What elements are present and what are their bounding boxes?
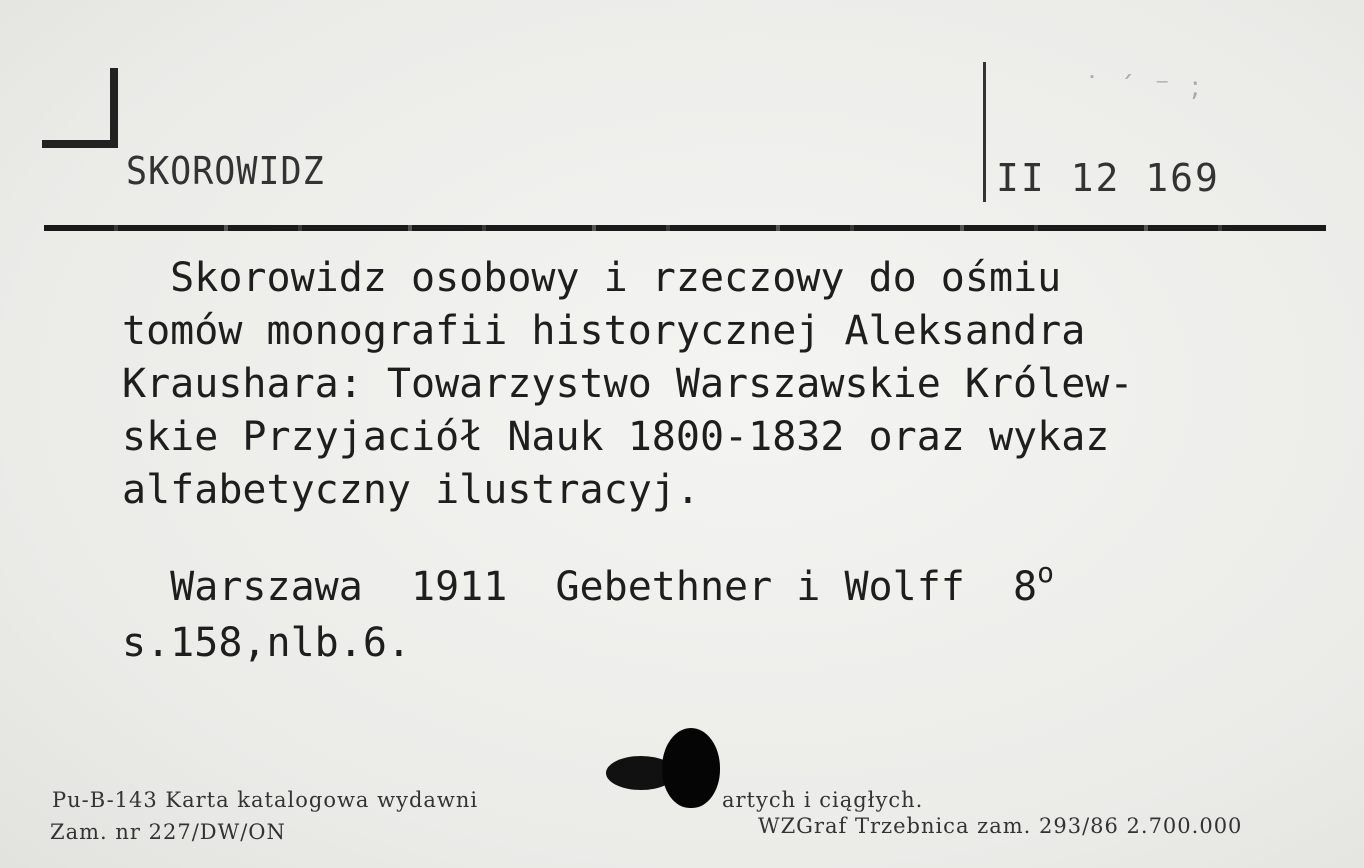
- call-number: II 12 169: [996, 156, 1220, 200]
- imprint: [122, 556, 1054, 670]
- card-heading: SKOROWIDZ: [126, 150, 325, 194]
- footer-printer: WZGraf Trzebnica zam. 293/86 2.700.000: [758, 814, 1243, 838]
- divider-vertical: [983, 62, 986, 202]
- body-line: skie Przyjaciół Nauk 1800-1832 oraz wykaz: [122, 414, 1110, 460]
- corner-mark-vertical: [110, 68, 118, 148]
- punch-hole: [662, 728, 720, 808]
- body-line: alfabetyczny ilustracyj.: [122, 467, 700, 513]
- footer-form-label-end: artych i ciągłych.: [722, 788, 924, 812]
- title-description: [122, 252, 1358, 517]
- footer-form-label: Pu-B-143 Karta katalogowa wydawni: [52, 788, 479, 812]
- format-superscript: o: [1037, 556, 1054, 589]
- corner-mark-horizontal: [42, 140, 118, 148]
- imprint-line: Warszawa 1911 Gebethner i Wolff 8: [122, 564, 1038, 610]
- body-line: Skorowidz osobowy i rzeczowy do ośmiu: [122, 255, 1062, 301]
- body-line: Kraushara: Towarzystwo Warszawskie Królew-: [122, 361, 1134, 407]
- pagination-line: s.158,nlb.6.: [122, 620, 411, 666]
- signature-marks: ˙ ˊ ⁻ ;: [1085, 70, 1206, 103]
- footer-order-number: Zam. nr 227/DW/ON: [50, 820, 286, 844]
- body-line: tomów monografii historycznej Aleksandra: [122, 308, 1086, 354]
- header-rule: [44, 225, 1326, 231]
